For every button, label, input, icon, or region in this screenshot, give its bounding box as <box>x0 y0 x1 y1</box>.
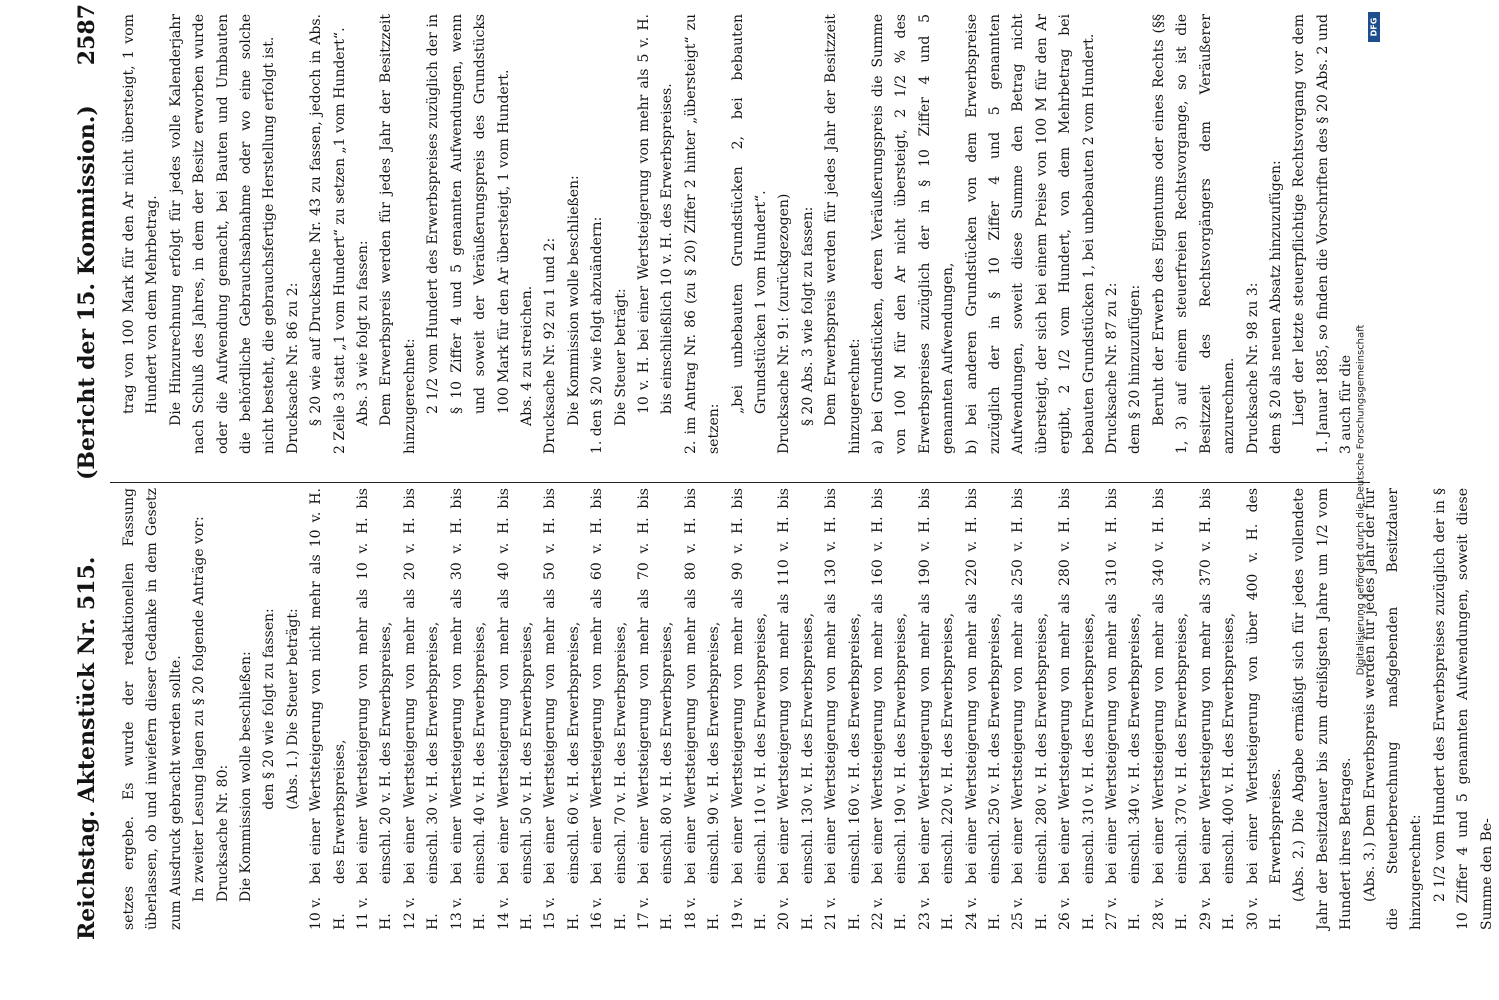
rate-row <box>446 488 493 930</box>
rate-percentage: 23 v. H. <box>916 897 957 930</box>
rate-percentage: 19 v. H. <box>729 897 769 930</box>
page-header <box>60 0 120 940</box>
drucksache-86-heading: Drucksache Nr. 86 zu 2: <box>284 282 301 454</box>
drucksache-91-item-a: a) bei Grundstücken, deren Veräußerungspreis die Summe von 100 M für den Ar nicht übersteigt, 2 1/2 % des Erwerbspreises zuzüglich der in § 10 Ziffer 4 und 5 genannten Aufwendungen, <box>870 14 957 454</box>
rate-condition: bei einer Wertsteigerung von über 400 v. H. des Erwerbspreises. <box>1244 488 1284 884</box>
rate-row <box>633 488 680 930</box>
rate-condition: bei einer Wertsteigerung von mehr als 20 v. H. bis einschl. 30 v. H. des Erwerbspreises, <box>401 488 442 884</box>
rate-percentage: 24 v. H. <box>963 897 1004 930</box>
drucksache-91-text: § 20 Abs. 3 wie folgt zu fassen: <box>799 206 816 426</box>
drucksache-91-heading: Drucksache Nr. 91: (zurückgezogen) <box>776 193 793 454</box>
right-column <box>118 14 1359 454</box>
drucksache-92-rate: 10 v. H. bei einer Wertsteigerung von mehr als 5 v. H. bis einschließlich 10 v. H. des Erwerbspreises. <box>635 14 676 414</box>
second-reading-paragraph: In zweiter Lesung lagen zu § 20 folgende Anträge vor: <box>191 516 208 902</box>
rate-condition: bei einer Wertsteigerung von mehr als 310 v. H. bis einschl. 340 v. H. des Erwerbspreises, <box>1104 488 1144 884</box>
rate-condition: bei einer Wertsteigerung von mehr als 60 v. H. bis einschl. 70 v. H. des Erwerbspreises, <box>589 488 629 884</box>
rate-percentage: 29 v. H. <box>1197 897 1238 930</box>
rate-row <box>914 488 961 930</box>
abs4-streichen: Abs. 4 zu streichen. <box>518 285 535 426</box>
rate-condition: bei einer Wertsteigerung von mehr als 30 v. H. bis einschl. 40 v. H. des Erwerbspreises, <box>448 488 489 884</box>
rate-condition: bei einer Wertsteigerung von mehr als 40 v. H. bis einschl. 50 v. H. des Erwerbspreises, <box>495 488 535 884</box>
rate-row <box>1101 488 1148 930</box>
rate-row <box>867 488 914 930</box>
rate-percentage: 26 v. H. <box>1057 897 1097 930</box>
rate-condition: bei einer Wertsteigerung von mehr als 160 v. H. bis einschl. 190 v. H. des Erwerbspreises, <box>870 488 910 884</box>
header-title: Reichstag. Aktenstück Nr. 515. <box>74 556 100 940</box>
rate-percentage: 14 v. H. <box>495 897 535 930</box>
drucksache-98-text: dem § 20 als neuen Absatz hinzuzufügen: <box>1267 160 1284 454</box>
drucksache-87-heading: Drucksache Nr. 87 zu 2: <box>1104 282 1121 454</box>
rate-condition: bei einer Wertsteigerung von mehr als 90 v. H. bis einschl. 110 v. H. des Erwerbspreises, <box>729 488 769 884</box>
drucksache-87-detail: Beruht der Erwerb des Eigentums oder eines Rechts (§§ 1, 3) auf einem steuerfreien Rechtsvorgange, so ist die Besitzzeit des Rechtsvorgängers dem Veräußerer anzurechnen. <box>1150 14 1238 454</box>
rate-list <box>305 488 1288 930</box>
rate-percentage: 10 v. H. <box>308 897 348 930</box>
drucksache-80-heading: Drucksache Nr. 80: <box>214 764 231 902</box>
abs2-paragraph: (Abs. 2.) Die Abgabe ermäßigt sich für jedes vollendete Jahr der Besitzdauer bis zum dreißigsten Jahre um 1/2 vom Hundert ihres Betrages. <box>1291 488 1355 930</box>
drucksache-92-beschliessen: Die Kommission wolle beschließen: <box>565 175 582 426</box>
rate-percentage: 22 v. H. <box>870 897 910 930</box>
rate-row <box>539 488 586 930</box>
rate-condition: bei einer Wertsteigerung von mehr als 70 v. H. bis einschl. 80 v. H. des Erwerbspreises, <box>635 488 676 884</box>
rate-percentage: 12 v. H. <box>401 897 442 930</box>
drucksache-91-item-b: b) bei anderen Grundstücken von dem Erwerbspreise zuzüglich der in § 10 Ziffer 4 und 5 genannten Aufwendungen, soweit diese Summe den Betrag nicht übersteigt, der sich bei einem Preise von 100 M für den Ar ergibt, 2 1/2 vom Hundert, von dem Mehrbetrag bei bebauten Grundstücken 1, bei unbebauten 2 vom Hundert. <box>963 14 1097 454</box>
rate-row <box>773 488 820 930</box>
rate-row <box>399 488 446 930</box>
abs3-paragraph: (Abs. 3.) Dem Erwerbspreis werden für jedes Jahr der für die Steuerberechnung maßgebenden Besitzdauer hinzugerechnet: <box>1361 488 1425 930</box>
abs3-detail-right: 2 1/2 vom Hundert des Erwerbspreises zuzüglich der in § 10 Ziffer 4 und 5 genannten Aufwendungen, wenn und soweit der Veräußerungspreis des Grundstücks 100 Mark für den Ar übersteigt, 1 vom Hundert. <box>425 14 512 414</box>
rate-percentage: 27 v. H. <box>1104 897 1144 930</box>
rate-row <box>1148 488 1195 930</box>
rate-condition: bei einer Wertsteigerung von mehr als 50 v. H. bis einschl. 60 v. H. des Erwerbspreises, <box>542 488 582 884</box>
kommission-beschliessen: Die Kommission wolle beschließen: <box>238 651 255 902</box>
drucksache-91-detail: Dem Erwerbspreis werden für jedes Jahr der Besitzzeit hinzugerechnet: <box>823 14 863 454</box>
drucksache-86-text: § 20 wie auf Drucksache Nr. 43 zu fassen, jedoch in Abs. 2 Zeile 3 statt „1 vom Hundert“ zu setzen „1 vom Hundert“. <box>308 14 348 454</box>
page-number: 2587 <box>74 4 100 66</box>
intro-paragraph: setzes ergebe. Es wurde der redaktionellen Fassung überlassen, ob und inwiefern dieser Gedanke in dem Gesetz zum Ausdruck gebracht werden sollte. <box>121 488 184 930</box>
rate-row <box>305 488 352 930</box>
abs1-steuer: (Abs. 1.) Die Steuer beträgt: <box>284 608 301 810</box>
drucksache-92-quote: „bei unbebauten Grundstücken 2, bei bebauten Grundstücken 1 vom Hundert“. <box>729 14 769 414</box>
drucksache-92-item-1: 1. den § 20 wie folgt abzuändern: <box>589 216 606 454</box>
rate-row <box>1054 488 1101 930</box>
rate-percentage: 21 v. H. <box>823 897 863 930</box>
drucksache-92-steuer: Die Steuer beträgt: <box>612 288 629 426</box>
abs3-detail: 2 1/2 vom Hundert des Erwerbspreises zuzüglich der in § 10 Ziffer 4 und 5 genannten Aufwendungen, soweit diese Summe den Be- <box>1431 488 1495 930</box>
rate-percentage: 15 v. H. <box>542 897 582 930</box>
rate-condition: bei einer Wertsteigerung von mehr als 110 v. H. bis einschl. 130 v. H. des Erwerbspreises, <box>776 488 816 884</box>
rate-percentage: 11 v. H. <box>355 897 395 930</box>
drucksache-87-text: dem § 20 hinzuzufügen: <box>1127 284 1144 454</box>
rate-percentage: 17 v. H. <box>635 897 676 930</box>
rate-percentage: 30 v. H. <box>1244 897 1284 930</box>
left-column <box>118 488 1499 930</box>
rate-row <box>727 488 774 930</box>
drucksache-98-heading: Drucksache Nr. 98 zu 3: <box>1244 282 1261 454</box>
rate-percentage: 20 v. H. <box>776 897 816 930</box>
abs3-fassen: Abs. 3 wie folgt zu fassen: <box>355 240 372 426</box>
rate-row <box>586 488 633 930</box>
digitization-credit <box>1345 0 1377 1000</box>
rate-condition: bei einer Wertsteigerung von mehr als 190 v. H. bis einschl. 220 v. H. des Erwerbspreises, <box>916 488 957 884</box>
rate-row <box>1195 488 1242 930</box>
rate-percentage: 13 v. H. <box>448 897 489 930</box>
rate-row <box>961 488 1008 930</box>
credit-text: Digitalisierung gefördert durch die Deutsche Forschungsgemeinschaft <box>1355 324 1367 676</box>
rate-condition: bei einer Wertsteigerung von nicht mehr als 10 v. H. des Erwerbspreises, <box>308 488 348 884</box>
rate-row <box>820 488 867 930</box>
dfg-logo-text: DFG <box>1369 17 1379 37</box>
drucksache-92-item-2: 2. im Antrag Nr. 86 (zu § 20) Ziffer 2 hinter „übersteigt“ zu setzen: <box>682 14 723 454</box>
right-p1: trag von 100 Mark für den Ar nicht übersteigt, 1 vom Hundert von dem Mehrbetrag. <box>121 14 161 414</box>
column-divider <box>110 482 1370 483</box>
rate-condition: bei einer Wertsteigerung von mehr als 370 v. H. bis einschl. 400 v. H. des Erwerbspreises, <box>1197 488 1238 884</box>
rate-row <box>1007 488 1054 930</box>
header-subtitle: (Bericht der 15. Kommission.) <box>74 105 100 480</box>
rate-condition: bei einer Wertsteigerung von mehr als 340 v. H. bis einschl. 370 v. H. des Erwerbspreises, <box>1150 488 1191 884</box>
dfg-logo-icon <box>1368 12 1380 42</box>
rate-condition: bei einer Wertsteigerung von mehr als 10 v. H. bis einschl. 20 v. H. des Erwerbspreises, <box>355 488 395 884</box>
right-p2: Die Hinzurechnung erfolgt für jedes volle Kalenderjahr nach Schluß des Jahres, in dem der Besitz erworben wurde oder die Aufwendung gemacht, bei Bauten und Umbauten die behördliche Gebrauchsabnahme oder wo eine solche nicht besteht, die gebrauchsfertige Herstellung erfolgt ist. <box>167 14 278 454</box>
drucksache-98-detail: Liegt der letzte steuerpflichtige Rechtsvorgang vor dem 1. Januar 1885, so finden die Vorschriften des § 20 Abs. 2 und 3 auch für die <box>1291 14 1355 454</box>
rate-row <box>352 488 399 930</box>
rate-condition: bei einer Wertsteigerung von mehr als 220 v. H. bis einschl. 250 v. H. des Erwerbspreises, <box>963 488 1004 884</box>
rate-percentage: 28 v. H. <box>1150 897 1191 930</box>
rate-percentage: 18 v. H. <box>682 897 723 930</box>
rate-condition: bei einer Wertsteigerung von mehr als 280 v. H. bis einschl. 310 v. H. des Erwerbspreises, <box>1057 488 1097 884</box>
abs3-text: Dem Erwerbspreis werden für jedes Jahr der Besitzzeit hinzugerechnet: <box>378 14 418 454</box>
rate-condition: bei einer Wertsteigerung von mehr als 80 v. H. bis einschl. 90 v. H. des Erwerbspreises, <box>682 488 723 884</box>
paragraph-20-fassen: den § 20 wie folgt zu fassen: <box>261 608 278 810</box>
rate-percentage: 16 v. H. <box>589 897 629 930</box>
rate-row <box>1242 488 1289 930</box>
rate-row <box>680 488 727 930</box>
rate-percentage: 25 v. H. <box>1010 897 1050 930</box>
rate-row <box>493 488 540 930</box>
rate-condition: bei einer Wertsteigerung von mehr als 250 v. H. bis einschl. 280 v. H. des Erwerbspreises, <box>1010 488 1050 884</box>
drucksache-92-heading: Drucksache Nr. 92 zu 1 und 2: <box>542 237 559 454</box>
rate-condition: bei einer Wertsteigerung von mehr als 130 v. H. bis einschl. 160 v. H. des Erwerbspreises, <box>823 488 863 884</box>
